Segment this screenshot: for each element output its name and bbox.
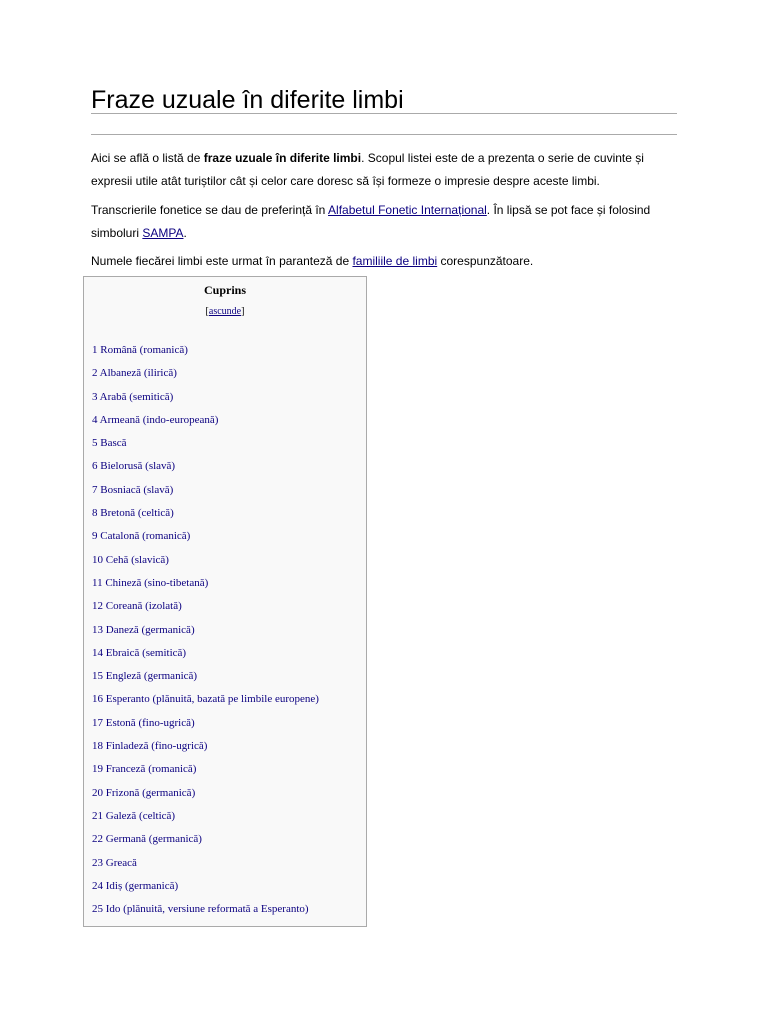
phonetics-text-middle: . În lipsă se pot face și folosind simboluri [91,203,651,240]
toc-item[interactable]: 19 Franceză (romanică) [92,763,197,776]
intro-text-end: . Scopul listei este de a prezenta o serie de cuvinte și expresii utile atât turiștilor cât și celor care doresc să își formeze o impresie despre aceste limbi. [91,151,644,188]
families-text-start: Numele fiecărei limbi este urmat în paranteză de [91,254,353,268]
title-divider [91,113,677,114]
intro-bold-term: fraze uzuale în diferite limbi [203,151,362,165]
toc-toggle [84,306,366,318]
toc-item[interactable]: 13 Daneză (germanică) [92,623,195,636]
toc-item[interactable]: 2 Albaneză (ilirică) [92,367,177,380]
intro-text-start: Aici se află o listă de [91,151,204,165]
toc-item[interactable]: 15 Engleză (germanică) [92,670,198,683]
toc-item[interactable]: 18 Finladeză (fino-ugrică) [92,740,208,753]
toc-item[interactable]: 24 Idiș (germanică) [92,879,179,892]
toc-item[interactable]: 10 Cehă (slavică) [92,553,169,566]
toc-item[interactable]: 4 Armeană (indo-europeană) [92,413,219,426]
phonetics-paragraph [91,199,677,245]
section-divider [91,134,677,135]
toc-item[interactable]: 21 Galeză (celtică) [92,809,176,822]
toc-item[interactable]: 7 Bosniacă (slavă) [92,483,174,496]
toc-item[interactable]: 16 Esperanto (plănuită, bazată pe limbile europene) [92,693,319,706]
toc-item[interactable]: 5 Bască [92,437,127,450]
toc-item[interactable]: 25 Ido (plănuită, versiune reformată a Esperanto) [92,903,309,916]
toc-hide-link[interactable]: ascunde [208,306,242,317]
families-paragraph [91,250,677,273]
toc-toggle-close-bracket: ] [241,306,245,317]
toc-toggle-open-bracket: [ [205,306,209,317]
toc-item[interactable]: 11 Chineză (sino-tibetană) [92,576,209,589]
phonetics-text-end: . [183,226,187,240]
language-families-link[interactable]: familiile de limbi [352,254,438,268]
families-text-end: corespunzătoare. [437,254,534,268]
table-of-contents [83,276,367,927]
phonetics-text-start: Transcrierile fonetice se dau de preferință în [91,203,329,217]
toc-item[interactable]: 14 Ebraică (semitică) [92,646,187,659]
toc-title: Cuprins [203,283,247,297]
toc-item[interactable]: 23 Greacă [92,856,137,869]
toc-list [92,343,319,925]
toc-item[interactable]: 17 Estonă (fino-ugrică) [92,716,195,729]
toc-item[interactable]: 1 Română (romanică) [92,344,188,356]
page-title: Fraze uzuale în diferite limbi [91,86,404,114]
intro-paragraph [91,147,677,193]
toc-item[interactable]: 6 Bielorusă (slavă) [92,460,176,473]
sampa-link[interactable]: SAMPA [142,226,184,240]
toc-item[interactable]: 22 Germană (germanică) [92,833,202,846]
toc-item[interactable]: 20 Frizonă (germanică) [92,786,196,799]
toc-item[interactable]: 8 Bretonă (celtică) [92,507,174,520]
toc-item[interactable]: 9 Catalonă (romanică) [92,530,191,543]
toc-item[interactable]: 12 Coreană (izolată) [92,600,182,613]
ipa-link[interactable]: Alfabetul Fonetic Internațional [328,203,487,217]
toc-item[interactable]: 3 Arabă (semitică) [92,390,174,403]
